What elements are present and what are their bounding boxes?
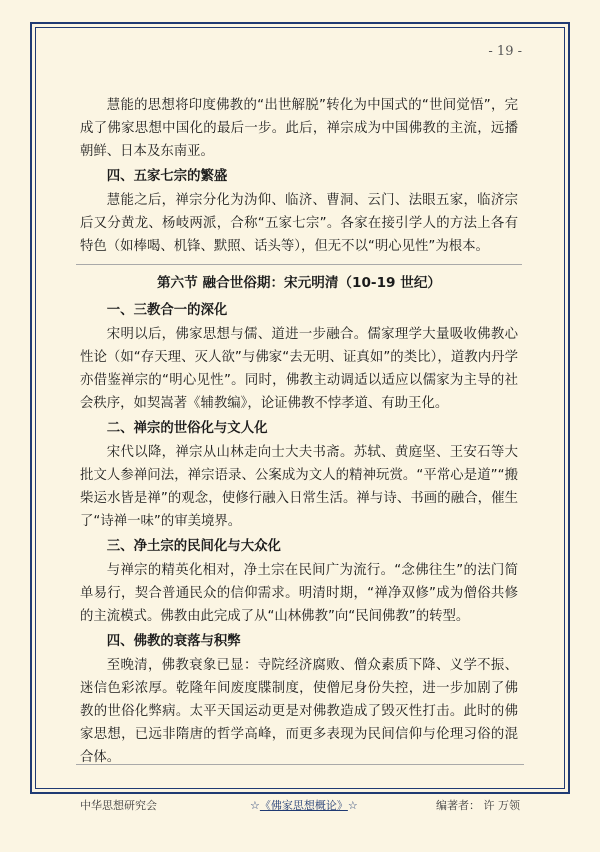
paragraph-five-houses: 慧能之后，禅宗分化为沩仰、临济、曹洞、云门、法眼五家，临济宗后又分黄龙、杨岐两派，合称“五家七宗”。各家在接引学人的方法上各有特色（如棒喝、机锋、默照、话头等），但无不以“明心见性”为根本。	[80, 193, 518, 254]
footer-book-link[interactable]: 《佛家思想概论》	[259, 799, 348, 812]
footer-divider	[76, 764, 524, 765]
star-icon: ☆	[250, 799, 260, 812]
paragraph-decline: 至晚清，佛教衰象已显：寺院经济腐败、僧众素质下降、义学不振、迷信色彩浓厚。乾隆年间废度牒制度，使僧尼身份失控，进一步加剧了佛教的世俗化弊病。太平天国运动更是对佛教造成了毁灭性打击。此时的佛家思想，已远非隋唐的哲学高峰，而更多表现为民间信仰与伦理习俗的混合体。	[80, 658, 518, 765]
paragraph-huineng-thought: 慧能的思想将印度佛教的“出世解脱”转化为中国式的“世间觉悟”，完成了佛家思想中国化的最后一步。此后，禅宗成为中国佛教的主流，远播朝鲜、日本及东南亚。	[80, 98, 518, 159]
paragraph-three-teachings: 宋明以后，佛家思想与儒、道进一步融合。儒家理学大量吸收佛教心性论（如“存天理、灭人欲”与佛家“去无明、证真如”的类比），道教内丹学亦借鉴禅宗的“明心见性”。同时，佛教主动调适以适应以儒家为主导的社会秩序，如契嵩著《辅教编》，论证佛教不悖孝道、有助王化。	[80, 327, 518, 411]
heading-chan-secularization: 二、禅宗的世俗化与文人化	[106, 421, 268, 436]
heading-five-houses: 四、五家七宗的繁盛	[106, 169, 228, 184]
heading-decline: 四、佛教的衰落与积弊	[106, 634, 241, 649]
paragraph-pure-land: 与禅宗的精英化相对，净土宗在民间广为流行。“念佛往生”的法门简单易行，契合普通民众的信仰需求。明清时期，“禅净双修”成为僧俗共修的主流模式。佛教由此完成了从“山林佛教”向“民间佛教”的转型。	[80, 563, 518, 624]
star-icon: ☆	[347, 799, 358, 812]
paragraph-chan-secularization: 宋代以降，禅宗从山林走向士大夫书斋。苏轼、黄庭坚、王安石等大批文人参禅问法，禅宗语录、公案成为文人的精神玩赏。“平常心是道”“搬柴运水皆是禅”的观念，使修行融入日常生活。禅与诗、书画的融合，催生了“诗禅一味”的审美境界。	[80, 445, 518, 529]
heading-pure-land: 三、净土宗的民间化与大众化	[106, 539, 281, 554]
footer-organization: 中华思想研究会	[80, 799, 157, 812]
section-title: 第六节 融合世俗期：宋元明清（10-19 世纪）	[156, 275, 442, 291]
footer-book-title	[250, 797, 358, 813]
page-body	[80, 94, 518, 769]
page-number: - 19 -	[488, 44, 522, 59]
footer-author: 编著者： 许 万领	[436, 799, 520, 812]
heading-three-teachings: 一、三教合一的深化	[106, 303, 228, 318]
section-divider	[76, 264, 522, 265]
